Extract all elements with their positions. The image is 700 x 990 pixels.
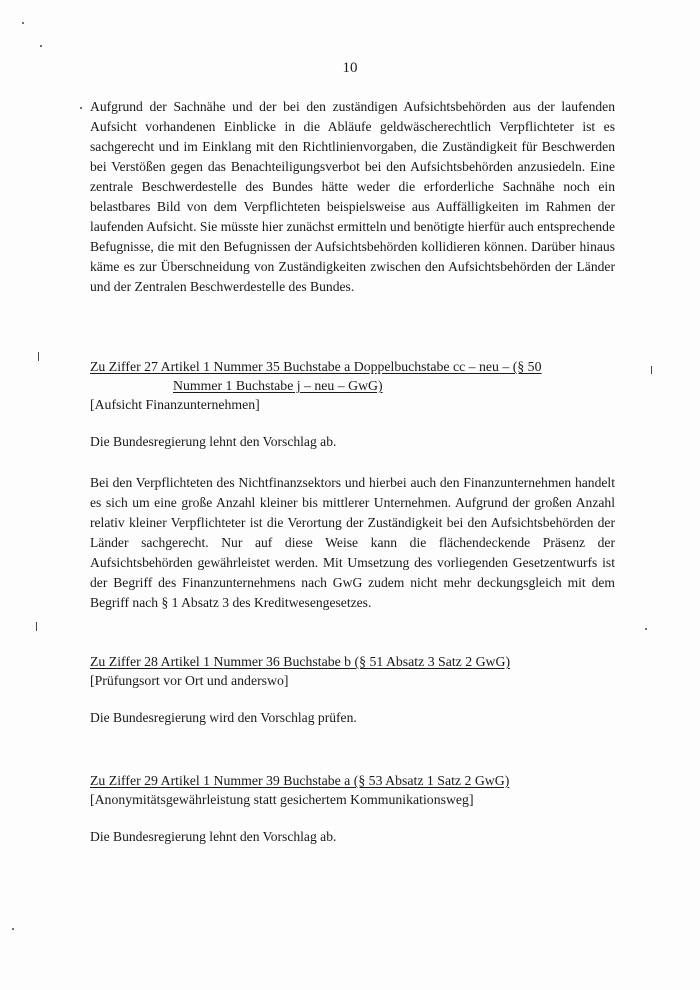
section-29-subtitle: [Anonymitätsgewährleistung statt gesichertem Kommunikationsweg] bbox=[90, 792, 474, 807]
section-29-heading-line1: Zu Ziffer 29 Artikel 1 Nummer 39 Buchstabe a (§ 53 Absatz 1 Satz 2 GwG) bbox=[90, 773, 510, 788]
section-27-subtitle: [Aufsicht Finanzunternehmen] bbox=[90, 397, 260, 412]
scan-speck bbox=[12, 928, 14, 930]
section-28-heading bbox=[90, 652, 625, 690]
section-28-subtitle: [Prüfungsort vor Ort und anderswo] bbox=[90, 673, 289, 688]
intro-paragraph: Aufgrund der Sachnähe und der bei den zuständigen Aufsichtsbehörden aus der laufenden Aufsicht vorhandenen Einblicke in die Abläufe geldwäscherechtlich Verpflichteter ist es sachgerecht und im Einklang mit den Richtlinienvorgaben, die Zuständigkeit für Beschwerden bei Verstößen gegen das Benachteiligungsverbot bei den Aufsichtsbehörden anzusiedeln. Eine zentrale Beschwerdestelle des Bundes hätte weder die erforderliche Sachnähe noch ein belastbares Bild von dem Verpflichteten beispielsweise aus Auffälligkeiten im Rahmen der laufenden Aufsicht. Sie müsste hier zunächst ermitteln und benötigte hierfür auch entsprechende Befugnisse, die mit den Befugnissen der Aufsichtsbehörden kollidieren können. Darüber hinaus käme es zur Überschneidung von Zuständigkeiten zwischen den Aufsichtsbehörden der Länder und der Zentralen Beschwerdestelle des Bundes. bbox=[90, 99, 615, 294]
scan-speck bbox=[36, 622, 37, 631]
scan-speck bbox=[22, 22, 24, 24]
page-number: 10 bbox=[342, 60, 358, 76]
section-27-body: Bei den Verpflichteten des Nichtfinanzsektors und hierbei auch den Finanzunternehmen handelt es sich um eine große Anzahl kleiner bis mittlerer Unternehmen. Aufgrund der großen Anzahl relativ kleiner Verpflichteter ist die Verortung der Zuständigkeit bei den Aufsichtsbehörden der Länder sachgerecht. Nur auf diese Weise kann die flächendeckende Präsenz der Aufsichtsbehörden gewährleistet werden. Mit Umsetzung des vorliegenden Gesetzentwurfs ist der Begriff des Finanzunternehmens nach GwG zudem nicht mehr deckungsgleich mit dem Begriff nach § 1 Absatz 3 des Kreditwesengesetzes. bbox=[90, 475, 615, 610]
section-29-heading bbox=[90, 771, 625, 809]
scan-speck bbox=[651, 366, 652, 374]
section-27-heading-line1: Zu Ziffer 27 Artikel 1 Nummer 35 Buchstabe a Doppelbuchstabe cc – neu – (§ 50 bbox=[90, 359, 542, 374]
section-29-response: Die Bundesregierung lehnt den Vorschlag ab. bbox=[90, 829, 337, 844]
scan-speck bbox=[645, 628, 647, 630]
scan-speck bbox=[38, 352, 39, 361]
section-27-heading-line2: Nummer 1 Buchstabe j – neu – GwG) bbox=[173, 378, 383, 393]
scan-speck bbox=[40, 45, 42, 47]
section-28-heading-line1: Zu Ziffer 28 Artikel 1 Nummer 36 Buchstabe b (§ 51 Absatz 3 Satz 2 GwG) bbox=[90, 654, 511, 669]
section-27-response: Die Bundesregierung lehnt den Vorschlag ab. bbox=[90, 434, 337, 449]
section-27-heading bbox=[90, 357, 625, 414]
section-28-response: Die Bundesregierung wird den Vorschlag prüfen. bbox=[90, 710, 357, 725]
scan-speck bbox=[80, 107, 82, 109]
